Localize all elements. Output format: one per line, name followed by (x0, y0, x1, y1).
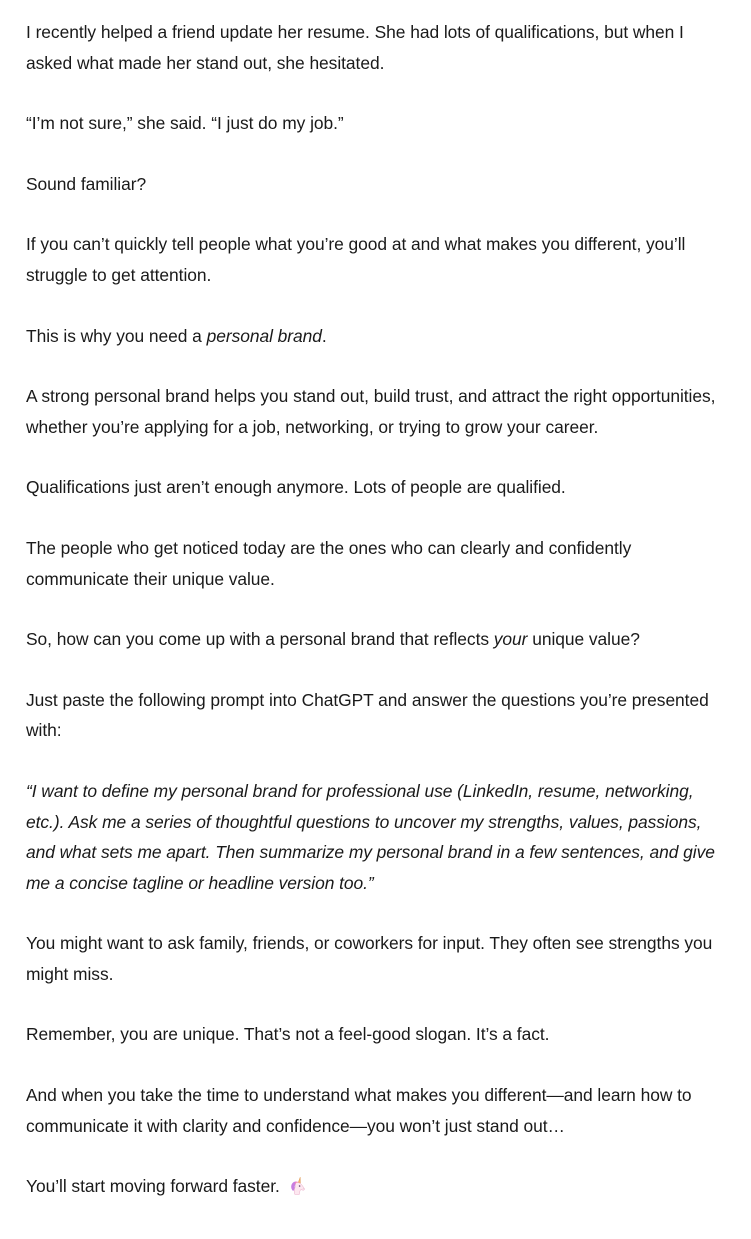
paragraph-question (26, 624, 731, 655)
paragraph-personal-brand (26, 321, 731, 352)
your-emphasis: your (493, 629, 528, 650)
paragraph-noticed: The people who get noticed today are the ones who can clearly and confidently communicate their unique value. (26, 537, 632, 589)
paragraph-unique: Remember, you are unique. That’s not a feel-good slogan. It’s a fact. (26, 1024, 550, 1045)
paragraph-attention: If you can’t quickly tell people what you’re good at and what makes you different, you’ll struggle to get attention. (26, 234, 686, 285)
paragraph-instructions: Just paste the following prompt into ChatGPT and answer the questions you’re presented with: (26, 689, 709, 741)
personal-brand-emphasis: personal brand (206, 325, 322, 346)
paragraph-sound-familiar: Sound familiar? (26, 173, 147, 194)
paragraph-question-tail: unique value? (527, 629, 640, 650)
unicorn-emoji-icon (287, 1175, 307, 1206)
paragraph-personal-brand-tail: . (321, 325, 327, 346)
paragraph-closing-text: You’ll start moving forward faster. (26, 1176, 280, 1197)
paragraph-closing (26, 1171, 731, 1206)
paragraph-personal-brand-lead: This is why you need a (26, 325, 207, 346)
paragraph-question-lead: So, how can you come up with a personal brand that reflects (26, 629, 494, 650)
paragraph-intro: I recently helped a friend update her resume. She had lots of qualifications, but when I asked what made her stand out, she hesitated. (26, 22, 684, 73)
paragraph-strong-brand: A strong personal brand helps you stand out, build trust, and attract the right opportunities, whether you’re applying for a job, networking, or trying to grow your career. (26, 386, 716, 437)
paragraph-friend-quote: “I’m not sure,” she said. “I just do my job.” (26, 113, 344, 134)
paragraph-qualifications: Qualifications just aren’t enough anymore. Lots of people are qualified. (26, 477, 566, 498)
paragraph-ask-others: You might want to ask family, friends, or coworkers for input. They often see strengths you might miss. (26, 933, 713, 984)
paragraph-different: And when you take the time to understand what makes you different—and learn how to communicate it with clarity and confidence—you won’t just stand out… (26, 1085, 692, 1136)
prompt-quote: “I want to define my personal brand for professional use (LinkedIn, resume, networking, etc.). Ask me a series of thoughtful questions to uncover my strengths, values, passions, and what sets me apart. Then summarize my personal brand in a few sentences, and give me a concise tagline or headline version too.” (26, 780, 715, 893)
